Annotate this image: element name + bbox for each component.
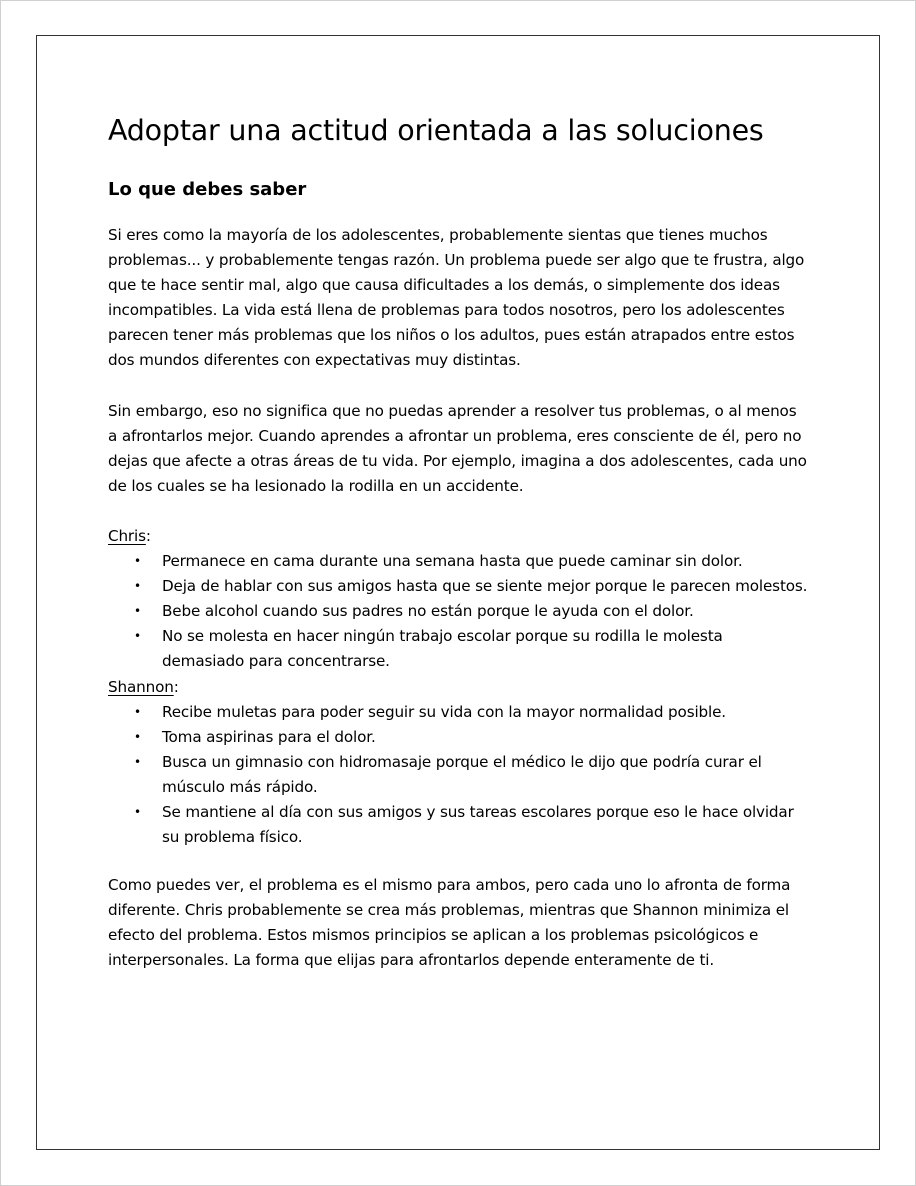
list-item-text: No se molesta en hacer ningún trabajo escolar porque su rodilla le molesta demasiado para concentrarse.	[162, 627, 723, 671]
list-item	[134, 549, 808, 574]
list-item-text: Recibe muletas para poder seguir su vida con la mayor normalidad posible.	[162, 702, 726, 721]
list-item	[134, 750, 808, 800]
document-content	[108, 112, 808, 974]
chris-list	[108, 549, 808, 674]
bullet-icon: •	[134, 579, 141, 594]
shannon-colon: :	[173, 677, 179, 696]
shannon-label	[108, 675, 808, 700]
list-item	[134, 700, 808, 725]
list-item-text: Permanece en cama durante una semana hasta que puede caminar sin dolor.	[162, 552, 743, 571]
list-item-text: Busca un gimnasio con hidromasaje porque el médico le dijo que podría curar el músculo más rápido.	[162, 752, 762, 796]
shannon-name: Shannon	[108, 677, 174, 696]
list-item	[134, 574, 808, 599]
bullet-icon: •	[134, 604, 141, 619]
chris-colon: :	[145, 526, 151, 545]
list-item-text: Toma aspirinas para el dolor.	[162, 727, 376, 746]
bullet-icon: •	[134, 704, 141, 719]
bullet-icon: •	[134, 729, 141, 744]
list-item	[134, 624, 808, 674]
list-item	[134, 800, 808, 850]
chris-label	[108, 524, 808, 549]
list-item-text: Bebe alcohol cuando sus padres no están porque le ayuda con el dolor.	[162, 602, 694, 621]
list-item	[134, 599, 808, 624]
intro-paragraph: Si eres como la mayoría de los adolescentes, probablemente sientas que tienes muchos problemas... y probablemente tengas razón. Un problema puede ser algo que te frustra, algo que te hace sentir mal, algo que causa dificultades a los demás, o simplemente dos ideas incompatibles. La vida está llena de problemas para todos nosotros, pero los adolescentes parecen tener más problemas que los niños o los adultos, pues están atrapados entre estos dos mundos diferentes con expectativas muy distintas.	[108, 226, 805, 370]
bullet-icon: •	[134, 554, 141, 569]
document-title: Adoptar una actitud orientada a las soluciones	[108, 114, 764, 147]
bullet-icon: •	[134, 754, 141, 769]
list-item	[134, 725, 808, 750]
list-item-text: Se mantiene al día con sus amigos y sus tareas escolares porque eso le hace olvidar su problema físico.	[162, 802, 794, 847]
conclusion-paragraph: Como puedes ver, el problema es el mismo para ambos, pero cada uno lo afronta de forma diferente. Chris probablemente se crea más problemas, mientras que Shannon minimiza el efecto del problema. Estos mismos principios se aplican a los problemas psicológicos e interpersonales. La forma que elijas para afrontarlos depende enteramente de ti.	[108, 876, 791, 970]
example-paragraph: Sin embargo, eso no significa que no puedas aprender a resolver tus problemas, o al menos a afrontarlos mejor. Cuando aprendes a afrontar un problema, eres consciente de él, pero no dejas que afecte a otras áreas de tu vida. Por ejemplo, imagina a dos adolescentes, cada uno de los cuales se ha lesionado la rodilla en un accidente.	[108, 401, 807, 495]
bullet-icon: •	[134, 804, 141, 819]
bullet-icon: •	[134, 629, 141, 644]
list-item-text: Deja de hablar con sus amigos hasta que se siente mejor porque le parecen molestos.	[162, 577, 808, 596]
chris-name: Chris	[108, 526, 146, 545]
section-heading: Lo que debes saber	[108, 179, 307, 200]
shannon-list	[108, 700, 808, 851]
